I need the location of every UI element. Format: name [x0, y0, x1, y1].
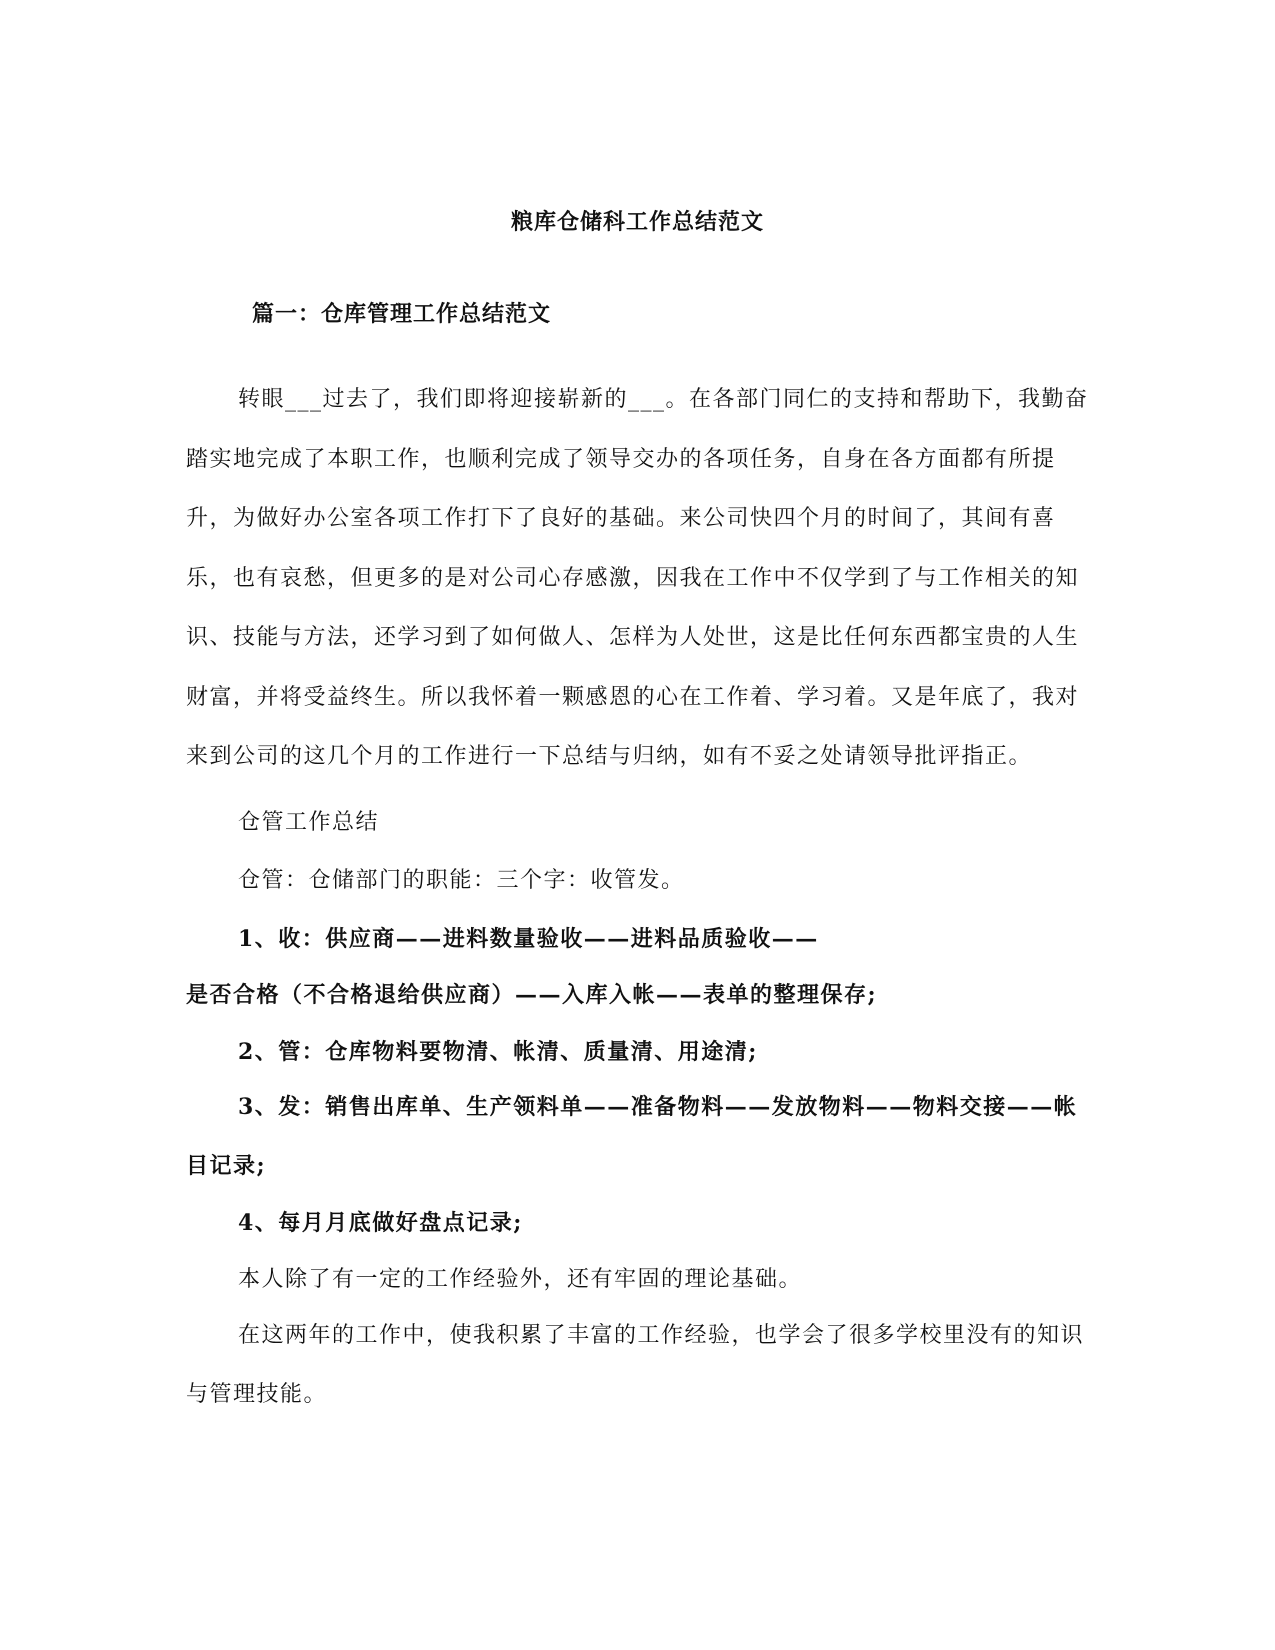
item-2: 2、管：仓库物料要物清、帐清、质量清、用途清; — [238, 1039, 758, 1065]
intro-paragraph: 转眼___过去了，我们即将迎接崭新的___。在各部门同仁的支持和帮助下，我勤奋踏实地完成了本职工作，也顺利完成了领导交办的各项任务，自身在各方面都有所提升，为做好办公室各项工作打下了良好的基础。来公司快四个月的时间了，其间有喜乐，也有哀愁，但更多的是对公司心存感激，因我在工作中不仅学到了与工作相关的知识、技能与方法，还学习到了如何做人、怎样为人处世，这是比任何东西都宝贵的人生财富，并将受益终生。所以我怀着一颗感恩的心在工作着、学习着。又是年底了，我对来到公司的这几个月的工作进行一下总结与归纳，如有不妥之处请领导批评指正。 — [186, 387, 1089, 769]
subheading: 仓管工作总结 — [238, 810, 380, 835]
document-title: 粮库仓储科工作总结范文 — [510, 209, 764, 235]
duty-line: 仓管：仓储部门的职能：三个字：收管发。 — [238, 868, 685, 893]
item-4: 4、每月月底做好盘点记录; — [238, 1210, 523, 1236]
item-3: 3、发：销售出库单、生产领料单——准备物料——发放物料——物料交接——帐目记录; — [186, 1094, 1078, 1179]
section-heading: 篇一：仓库管理工作总结范文 — [252, 301, 552, 327]
two-years-paragraph: 在这两年的工作中，使我积累了丰富的工作经验，也学会了很多学校里没有的知识与管理技能。 — [186, 1323, 1085, 1407]
item-1-line-2: 是否合格（不合格退给供应商）——入库入帐——表单的整理保存; — [186, 982, 878, 1008]
item-1-line-1: 1、收：供应商——进料数量验收——进料品质验收—— — [238, 926, 819, 952]
experience-paragraph: 本人除了有一定的工作经验外，还有牢固的理论基础。 — [238, 1267, 803, 1292]
